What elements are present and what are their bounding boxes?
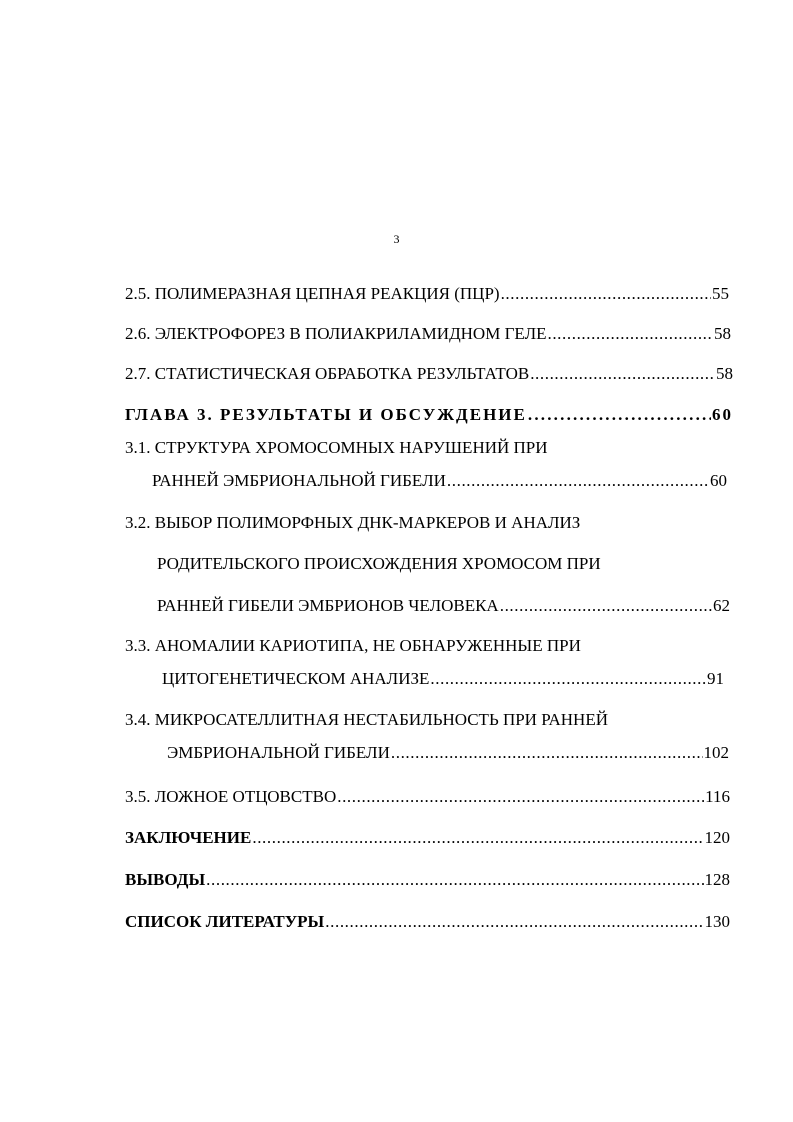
toc-entry-3-2-line2[interactable] [0,552,793,576]
toc-entry-page: 102 [703,743,729,762]
toc-entry-page: 58 [714,324,731,343]
toc-entry-title: РАННЕЙ ГИБЕЛИ ЭМБРИОНОВ ЧЕЛОВЕКА [157,596,499,615]
leader-dots [447,469,709,493]
toc-entry-title: СПИСОК ЛИТЕРАТУРЫ [125,912,325,931]
toc-entry-page: 116 [705,787,730,806]
toc-entry-title: РАННЕЙ ЭМБРИОНАЛЬНОЙ ГИБЕЛИ [152,471,446,490]
toc-entry-title: 3.4. МИКРОСАТЕЛЛИТНАЯ НЕСТАБИЛЬНОСТЬ ПРИ РАННЕЙ [125,710,608,729]
toc-entry-3-2-line3[interactable] [0,594,793,618]
toc-entry-3-1-line1[interactable] [0,436,793,460]
toc-entry-2-6[interactable] [0,322,793,346]
leader-dots [206,868,703,892]
toc-entry-3-5[interactable] [0,785,793,809]
toc-entry-3-1-line2[interactable] [0,469,793,493]
toc-entry-title: ЦИТОГЕНЕТИЧЕСКОМ АНАЛИЗЕ [162,669,430,688]
leader-dots [528,403,711,427]
leader-dots [430,667,706,691]
toc-entry-title: РОДИТЕЛЬСКОГО ПРОИСХОЖДЕНИЯ ХРОМОСОМ ПРИ [157,554,601,573]
toc-entry-2-7[interactable] [0,362,793,386]
leader-dots [252,826,703,850]
leader-dots [391,741,703,765]
toc-entry-title: ВЫВОДЫ [125,870,206,889]
toc-chapter-title: ГЛАВА 3. РЕЗУЛЬТАТЫ И ОБСУЖДЕНИЕ [125,405,527,424]
page-number: 3 [393,232,400,246]
toc-entry-3-4-line2[interactable] [0,741,793,765]
toc-entry-title: 3.3. АНОМАЛИИ КАРИОТИПА, НЕ ОБНАРУЖЕННЫЕ ПРИ [125,636,581,655]
toc-references[interactable] [0,910,793,934]
toc-entry-title: ЗАКЛЮЧЕНИЕ [125,828,252,847]
toc-entry-page: 91 [707,669,724,688]
toc-entry-3-2-line1[interactable] [0,511,793,535]
toc-entry-title: 3.5. ЛОЖНОЕ ОТЦОВСТВО [125,787,337,806]
toc-entry-page: 58 [716,364,733,383]
toc-entry-3-4-line1[interactable] [0,708,793,732]
toc-entry-page: 120 [704,828,730,847]
leader-dots [547,322,713,346]
toc-entry-title: 2.6. ЭЛЕКТРОФОРЕЗ В ПОЛИАКРИЛАМИДНОМ ГЕЛЕ [125,324,547,343]
toc-chapter-page: 60 [712,405,733,424]
leader-dots [501,282,711,306]
toc-entry-page: 62 [713,596,730,615]
toc-entry-page: 130 [704,912,730,931]
toc-entry-title: 2.7. СТАТИСТИЧЕСКАЯ ОБРАБОТКА РЕЗУЛЬТАТОВ [125,364,530,383]
toc-entry-page: 128 [704,870,730,889]
toc-entry-page: 60 [710,471,727,490]
toc-chapter-3[interactable] [0,403,793,427]
toc-entry-title: 3.2. ВЫБОР ПОЛИМОРФНЫХ ДНК-МАРКЕРОВ И АНАЛИЗ [125,513,581,532]
toc-entry-title: ЭМБРИОНАЛЬНОЙ ГИБЕЛИ [167,743,390,762]
leader-dots [530,362,715,386]
leader-dots [500,594,712,618]
toc-conclusion[interactable] [0,826,793,850]
toc-entry-title: 3.1. СТРУКТУРА ХРОМОСОМНЫХ НАРУШЕНИЙ ПРИ [125,438,548,457]
leader-dots [337,785,704,809]
toc-entry-3-3-line1[interactable] [0,634,793,658]
leader-dots [325,910,703,934]
toc-entry-title: 2.5. ПОЛИМЕРАЗНАЯ ЦЕПНАЯ РЕАКЦИЯ (ПЦР) [125,284,500,303]
toc-entry-3-3-line2[interactable] [0,667,793,691]
toc-entry-page: 55 [712,284,729,303]
toc-findings[interactable] [0,868,793,892]
toc-entry-2-5[interactable] [0,282,793,306]
